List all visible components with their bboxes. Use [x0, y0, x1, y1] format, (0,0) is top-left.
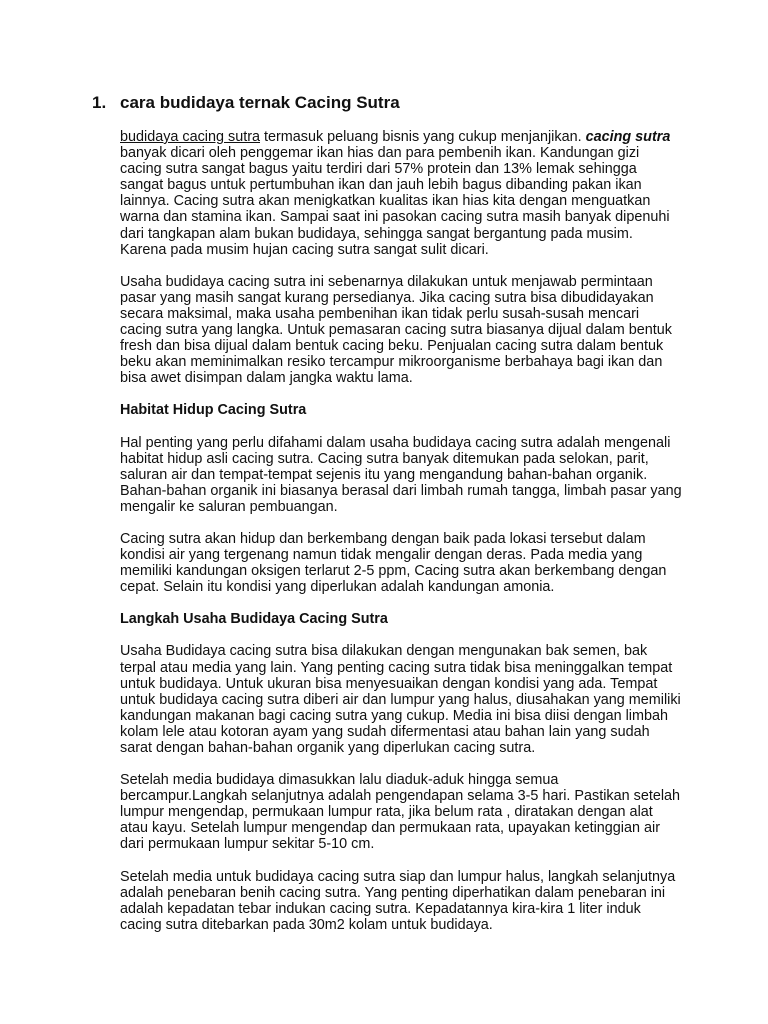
paragraph-7: Setelah media untuk budidaya cacing sutra siap dan lumpur halus, langkah selanjutnya adalah penebaran benih cacing sutra. Yang penting diperhatikan dalam penebaran ini adalah kepadatan tebar indukan cacing sutra. Kepadatannya kira-kira 1 liter induk cacing sutra ditebarkan pada 30m2 kolam untuk budidaya.: [120, 868, 676, 933]
intro-link[interactable]: budidaya cacing sutra: [120, 129, 260, 145]
intro-mid: termasuk peluang bisnis yang cukup menjanjikan.: [260, 129, 586, 145]
heading-number: 1.: [92, 93, 107, 112]
document-heading: [92, 92, 400, 114]
paragraph-intro: [120, 129, 682, 258]
intro-emphasis: cacing sutra: [585, 129, 671, 145]
paragraph-5: Usaha Budidaya cacing sutra bisa dilakukan dengan mengunakan bak semen, bak terpal atau media yang lain. Yang penting cacing sutra tidak bisa meninggalkan tempat untuk budidaya. Untuk ukuran bisa menyesuaikan dengan kondisi yang ada. Tempat untuk budidaya cacing sutra diberi air dan lumpur yang halus, diusahakan yang memiliki kandungan makanan bagi cacing sutra yang cukup. Media ini bisa diisi dengan limbah kolam lele atau kotoran ayam yang sudah difermentasi atau bahan lain yang sudah sarat dengan bahan-bahan organik yang diperlukan cacing sutra.: [120, 643, 681, 756]
paragraph-6: Setelah media budidaya dimasukkan lalu diaduk-aduk hingga semua bercampur.Langkah selanjutnya adalah pengendapan selama 3-5 hari. Pastikan setelah lumpur mengendap, permukaan lumpur rata, jika belum rata , diratakan dengan alat atau kayu. Setelah lumpur mengendap dan permukaan rata, upayakan ketinggian air dari permukaan lumpur sekitar 5-10 cm.: [120, 772, 681, 853]
subheading-habitat: Habitat Hidup Cacing Sutra: [120, 402, 307, 419]
paragraph-3: Hal penting yang perlu difahami dalam usaha budidaya cacing sutra adalah mengenali habitat hidup asli cacing sutra. Cacing sutra banyak ditemukan pada selokan, parit, saluran air dan tempat-tempat sejenis itu yang mengandung bahan-bahan organik. Bahan-bahan organik ini biasanya berasal dari limbah rumah tangga, limbah pasar yang mengalir ke saluran pembuangan.: [120, 434, 682, 515]
document-body: [120, 129, 682, 949]
intro-rest: banyak dicari oleh penggemar ikan hias dan para pembenih ikan. Kandungan gizi cacing sutra sangat bagus yaitu terdiri dari 57% protein dan 13% lemak sehingga sangat bagus untuk pertumbuhan ikan dan jauh lebih bagus dibanding pakan ikan lainnya. Cacing sutra akan menigkatkan kualitas ikan hias kita dengan menguatkan warna dan stamina ikan. Sampai saat ini pasokan cacing sutra masih banyak dipenuhi dari tangkapan alam bukan budidaya, sehingga sangat bergantung pada musim. Karena pada musim hujan cacing sutra sangat sulit dicari.: [120, 145, 670, 258]
paragraph-4: Cacing sutra akan hidup dan berkembang dengan baik pada lokasi tersebut dalam kondisi air yang tergenang namun tidak mengalir dengan deras. Pada media yang memiliki kandungan oksigen terlarut 2-5 ppm, Cacing sutra akan berkembang dengan cepat. Selain itu kondisi yang diperlukan adalah kandungan amonia.: [120, 530, 667, 596]
heading-text: cara budidaya ternak Cacing Sutra: [120, 93, 400, 112]
paragraph-2: Usaha budidaya cacing sutra ini sebenarnya dilakukan untuk menjawab permintaan pasar yang masih sangat kurang persedianya. Jika cacing sutra bisa dibudidayakan secara maksimal, maka usaha pembenihan ikan tidak perlu susah-susah mencari cacing sutra yang langka. Untuk pemasaran cacing sutra biasanya dijual dalam bentuk fresh dan bisa dijual dalam bentuk cacing beku. Penjualan cacing sutra dalam bentuk beku akan meminimalkan resiko tercampur mikroorganisme berbahaya bagi ikan dan bisa awet disimpan dalam jangka waktu lama.: [120, 273, 672, 387]
subheading-langkah: Langkah Usaha Budidaya Cacing Sutra: [120, 611, 388, 628]
